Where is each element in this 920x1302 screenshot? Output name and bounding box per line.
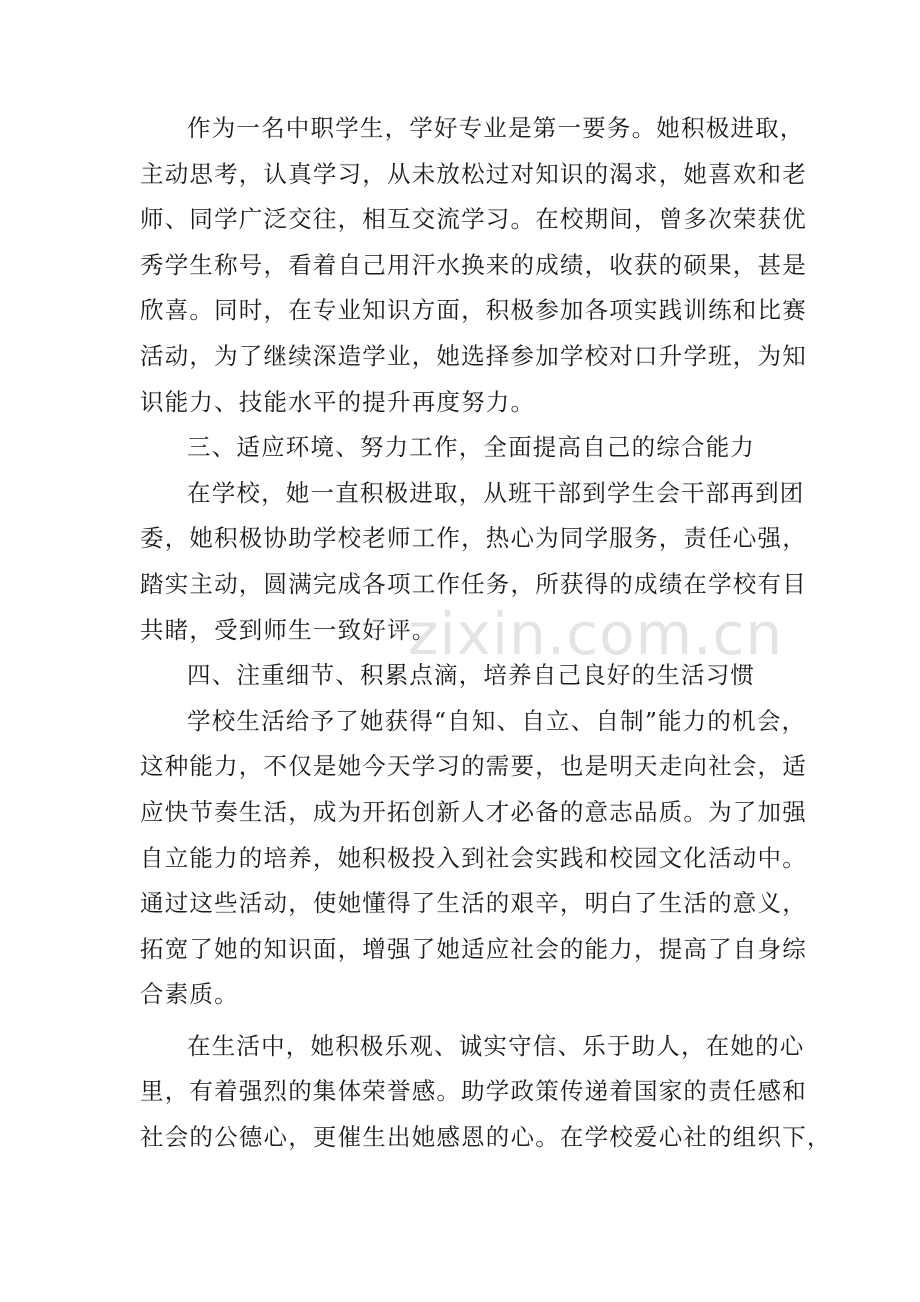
text-line: 拓宽了她的知识面，增强了她适应社会的能力，提高了自身综 (140, 934, 807, 963)
text-line: 在学校，她一直积极进取，从班干部到学生会干部再到团 (187, 478, 805, 507)
text-line: 主动思考，认真学习，从未放松过对知识的渴求，她喜欢和老 (140, 159, 807, 188)
watermark: zixin.com.cn (408, 600, 784, 668)
text-line: 通过这些活动，使她懂得了生活的艰辛，明白了生活的意义， (140, 889, 807, 918)
section-heading: 四、注重细节、积累点滴，培养自己良好的生活习惯 (187, 661, 756, 690)
text-line: 师、同学广泛交往，相互交流学习。在校期间，曾多次荣获优 (140, 205, 807, 234)
section-heading: 三、适应环境、努力工作，全面提高自己的综合能力 (187, 433, 756, 462)
text-line: 秀学生称号，看着自己用汗水换来的成绩，收获的硕果，甚是 (140, 250, 807, 279)
text-line: 欣喜。同时，在专业知识方面，积极参加各项实践训练和比赛 (140, 296, 807, 325)
text-line: 在生活中，她积极乐观、诚实守信、乐于助人，在她的心 (187, 1031, 805, 1060)
text-line: 识能力、技能水平的提升再度努力。 (140, 387, 536, 416)
text-line: 里，有着强烈的集体荣誉感。助学政策传递着国家的责任感和 (140, 1077, 807, 1106)
text-line: 这种能力，不仅是她今天学习的需要，也是明天走向社会，适 (140, 752, 807, 781)
text-line: 委，她积极协助学校老师工作，热心为同学服务，责任心强， (140, 524, 807, 553)
text-line: 社会的公德心，更催生出她感恩的心。在学校爱心社的组织下， (140, 1123, 832, 1152)
text-line: 合素质。 (140, 980, 239, 1009)
text-line: 踏实主动，圆满完成各项工作任务，所获得的成绩在学校有目 (140, 569, 807, 598)
text-line: 学校生活给予了她获得“自知、自立、自制”能力的机会， (187, 706, 807, 735)
text-line: 活动，为了继续深造学业，她选择参加学校对口升学班，为知 (140, 341, 807, 370)
text-line: 共睹，受到师生一致好评。 (140, 615, 437, 644)
text-line: 自立能力的培养，她积极投入到社会实践和校园文化活动中。 (140, 843, 807, 872)
text-line: 作为一名中职学生，学好专业是第一要务。她积极进取， (187, 114, 805, 142)
text-line: 应快节奏生活，成为开拓创新人才必备的意志品质。为了加强 (140, 797, 807, 826)
